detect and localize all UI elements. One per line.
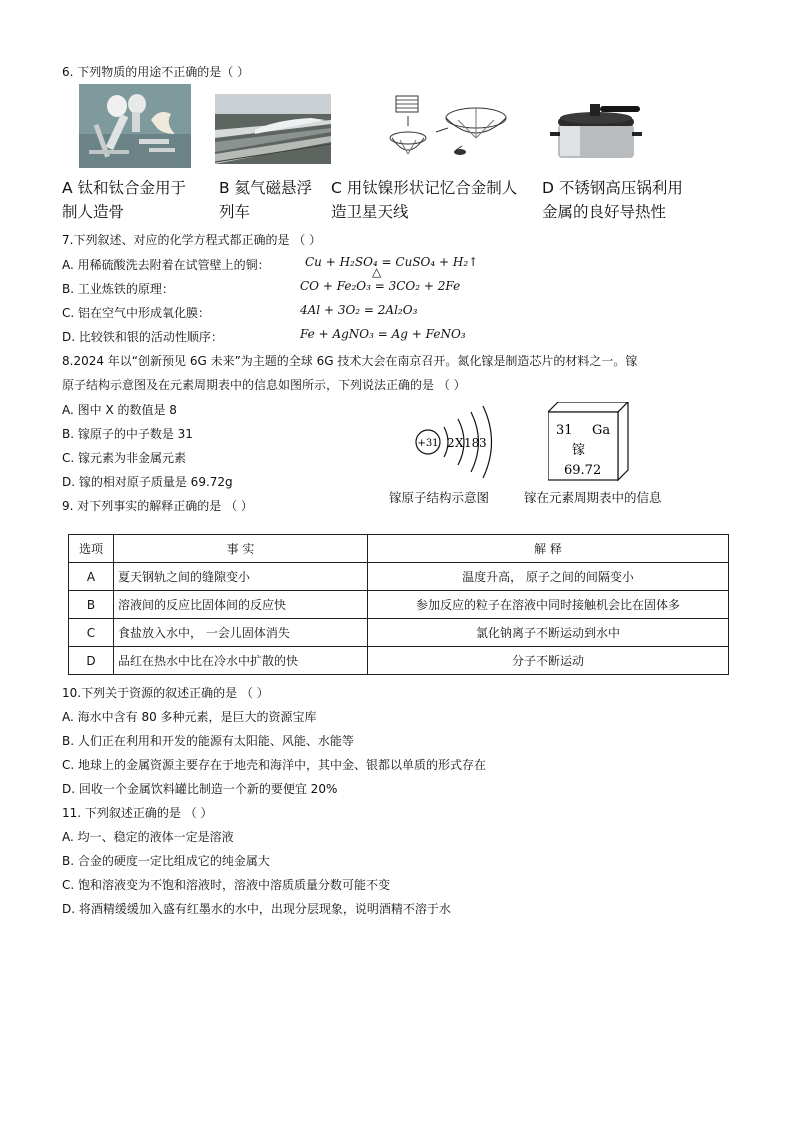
q8-stem-line1: 8.2024 年以“创新预见 6G 未来”为主题的全球 6G 技术大会在南京召开。氮化镓是制造芯片的材料之一。镓 (62, 354, 638, 368)
gallium-periodic-cell (548, 402, 632, 482)
q9-table (68, 534, 729, 675)
q10-option-a: A. 海水中含有 80 多种元素，是巨大的资源宝库 (62, 710, 317, 724)
pressure-cooker-photo (550, 96, 642, 162)
q9-row-d-explanation: 分子不断运动 (368, 647, 729, 675)
q10-option-d: D. 回收一个金属饮料罐比制造一个新的要便宜 20% (62, 782, 338, 796)
q10-stem: 10.下列关于资源的叙述正确的是 （ ） (62, 686, 269, 700)
q10-option-c: C. 地球上的金属资源主要存在于地壳和海洋中，其中金、银都以单质的形式存在 (62, 758, 487, 772)
cell-top-face (548, 402, 628, 412)
q11-option-b: B. 合金的硬度一定比组成它的纯金属大 (62, 854, 270, 868)
q6-option-a-line2: 制人造骨 (62, 203, 125, 221)
atom-nucleus-charge: +31 (417, 438, 439, 449)
q7-formula-b: CO + Fe₂O₃ = 3CO₂ + 2Fe (300, 279, 461, 293)
q9-header-explanation: 解 释 (368, 535, 729, 563)
q9-row-b-explanation: 参加反应的粒子在溶液中同时接触机会比在固体多 (368, 591, 729, 619)
q9-header-option: 选项 (69, 535, 114, 563)
q9-row-c-fact: 食盐放入水中， 一会儿固体消失 (114, 619, 368, 647)
table-row (69, 591, 729, 619)
q9-header-fact: 事 实 (114, 535, 368, 563)
atom-shell-1-electrons: 2 (447, 436, 455, 450)
element-name: 镓 (572, 443, 586, 458)
q7-item-c: C. 铝在空气中形成氧化膜： (62, 306, 211, 320)
q7-item-b: B. 工业炼铁的原理： (62, 282, 174, 296)
q11-option-c: C. 饱和溶液变为不饱和溶液时，溶液中溶质质量分数可能不变 (62, 878, 391, 892)
element-atomic-mass: 69.72 (564, 463, 602, 478)
q7-stem: 7.下列叙述、对应的化学方程式都正确的是 （ ） (62, 233, 322, 247)
maglev-train-photo (215, 94, 331, 164)
q7-item-a: A. 用稀硫酸洗去附着在试管壁上的铜： (62, 258, 270, 272)
q9-row-a-fact: 夏天钢轨之间的缝隙变小 (114, 563, 368, 591)
q9-row-c-explanation: 氯化钠离子不断运动到水中 (368, 619, 729, 647)
q9-row-c-option: C (69, 619, 114, 647)
q6-option-b (219, 176, 329, 224)
q9-stem: 9. 对下列事实的解释正确的是 （ ） (62, 499, 253, 513)
q11-option-a: A. 均一、稳定的液体一定是溶液 (62, 830, 234, 844)
q8-option-c: C. 镓元素为非金属元素 (62, 451, 187, 465)
q7-formula-d: Fe + AgNO₃ = Ag + FeNO₃ (300, 327, 466, 341)
q9-row-a-explanation: 温度升高， 原子之间的间隔变小 (368, 563, 729, 591)
q8-option-a: A. 图中 X 的数值是 8 (62, 403, 177, 417)
q6-option-c (331, 176, 541, 224)
q9-table-header (69, 535, 729, 563)
gallium-atom-diagram (414, 405, 498, 479)
q11-stem: 11. 下列叙述正确的是 （ ） (62, 806, 213, 820)
q6-option-d (542, 176, 712, 224)
element-atomic-number: 31 (556, 423, 573, 438)
atom-diagram-caption: 镓原子结构示意图 (389, 490, 490, 505)
q8-stem-line2: 原子结构示意图及在元素周期表中的信息如图所示，下列说法正确的是 （ ） (62, 378, 466, 392)
titanium-bone-implant-photo (79, 84, 191, 168)
q6-option-a (62, 176, 212, 224)
q6-option-b-line2: 列车 (219, 203, 251, 221)
q6-option-d-line2: 金属的良好导热性 (542, 203, 667, 221)
q7-formula-a: Cu + H₂SO₄ = CuSO₄ + H₂↑ (305, 255, 479, 269)
element-symbol: Ga (592, 423, 611, 438)
q8-option-d: D. 镓的相对原子质量是 69.72g (62, 475, 233, 489)
q6-stem: 6. 下列物质的用途不正确的是（ ） (62, 65, 250, 79)
q11-option-d: D. 将酒精缓缓加入盛有红墨水的水中，出现分层现象，说明酒精不溶于水 (62, 902, 451, 916)
q9-row-a-option: A (69, 563, 114, 591)
table-row (69, 647, 729, 675)
q8-option-b: B. 镓原子的中子数是 31 (62, 427, 193, 441)
q6-option-b-line1: B 氦气磁悬浮 (219, 179, 313, 197)
satellite-antenna-drawing (388, 92, 510, 164)
q7-item-d: D. 比较铁和银的活动性顺序： (62, 330, 223, 344)
cell-side-face (618, 402, 628, 480)
q6-option-c-line1: C 用钛镍形状记忆合金制人 (331, 179, 518, 197)
q9-row-b-fact: 溶液间的反应比固体间的反应快 (114, 591, 368, 619)
q9-row-b-option: B (69, 591, 114, 619)
table-row (69, 619, 729, 647)
q7-formula-c: 4Al + 3O₂ = 2Al₂O₃ (300, 303, 418, 317)
atom-shell-3-electrons: 18 (464, 436, 480, 450)
atom-shell-2-electrons: X (455, 436, 464, 450)
q6-option-a-line1: A 钛和钛合金用于 (62, 179, 187, 197)
q6-option-d-line1: D 不锈钢高压锅利用 (542, 179, 683, 197)
q10-option-b: B. 人们正在利用和开发的能源有太阳能、风能、水能等 (62, 734, 354, 748)
q6-option-c-line2: 造卫星天线 (331, 203, 409, 221)
element-cell-caption: 镓在元素周期表中的信息 (524, 490, 662, 505)
table-row (69, 563, 729, 591)
q7-condition-b: △ (372, 265, 382, 279)
q9-row-d-option: D (69, 647, 114, 675)
atom-shell-4-electrons: 3 (479, 436, 487, 450)
q9-row-d-fact: 品红在热水中比在冷水中扩散的快 (114, 647, 368, 675)
